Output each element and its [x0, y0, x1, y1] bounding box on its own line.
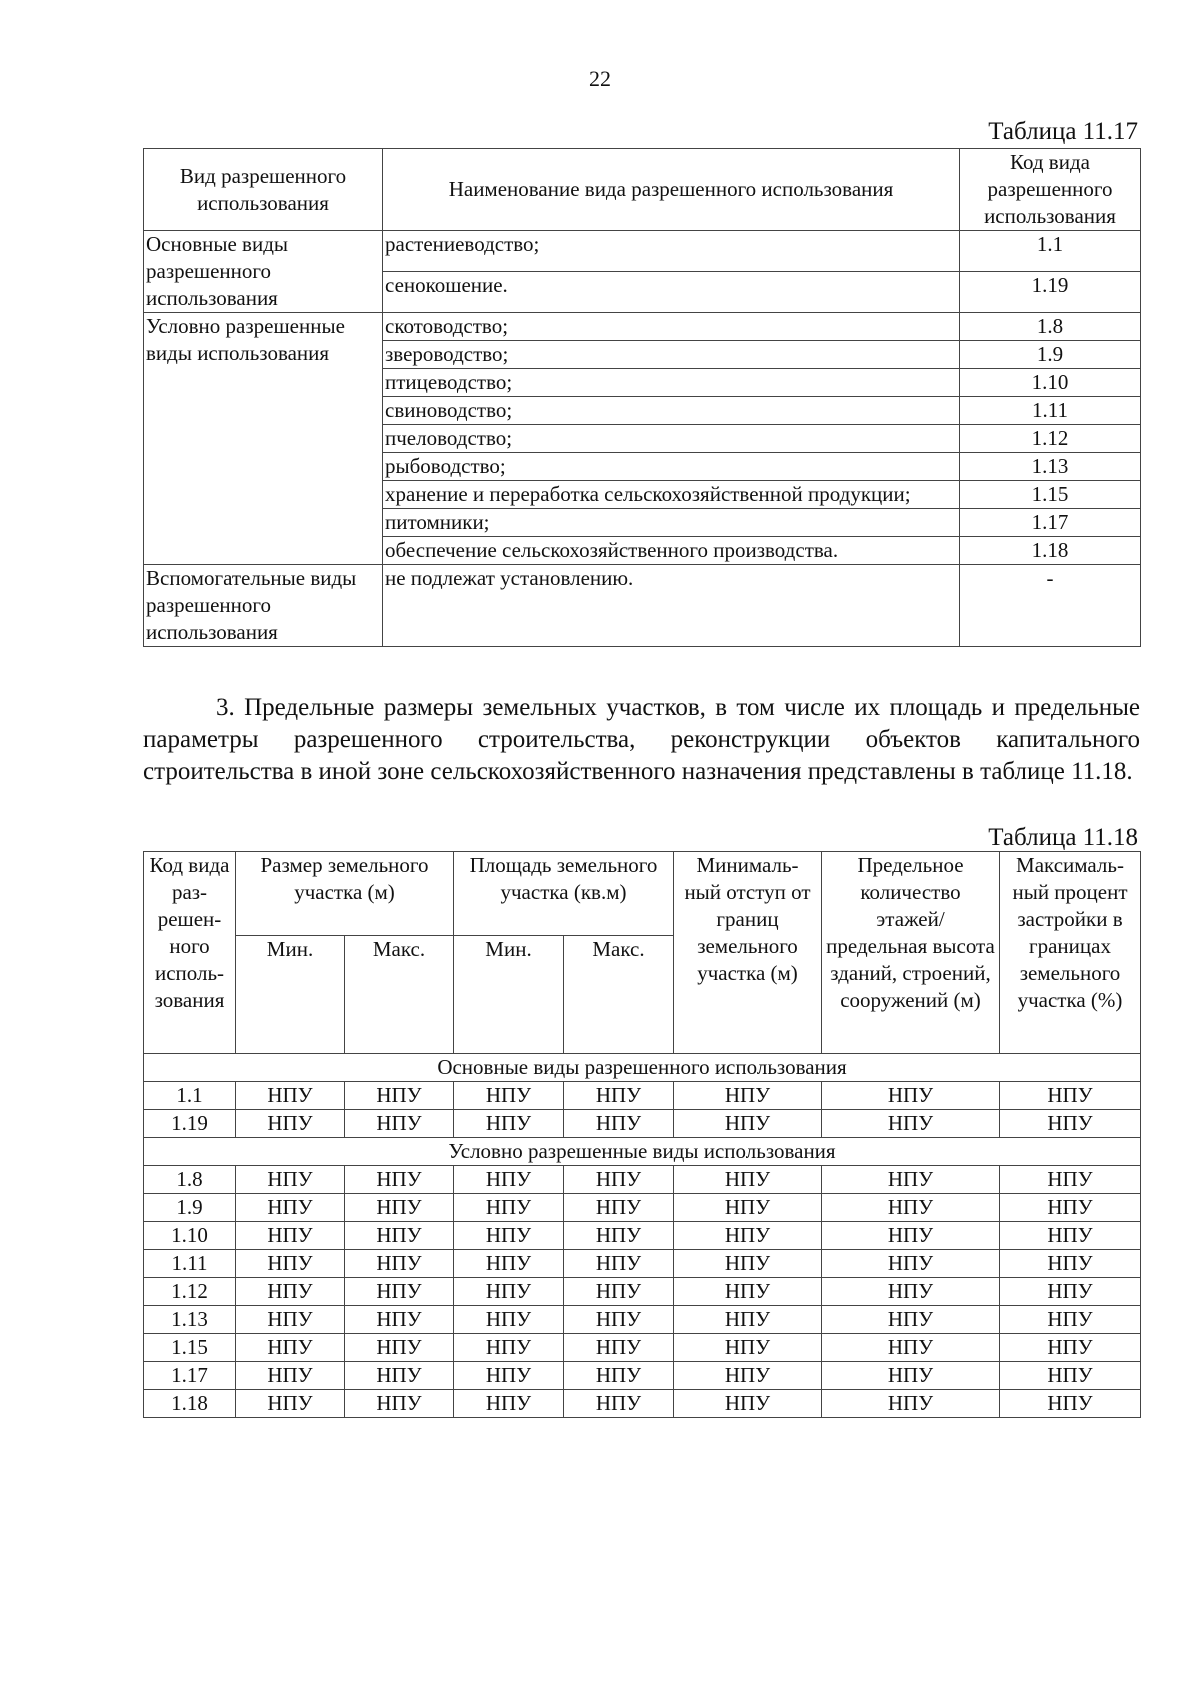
t2-value-cell: НПУ [345, 1334, 454, 1362]
t2-value-cell: НПУ [236, 1222, 345, 1250]
t1-use-name: рыбоводство; [383, 453, 960, 481]
t2-value-cell: НПУ [822, 1194, 1000, 1222]
t2-value-cell: НПУ [345, 1166, 454, 1194]
t2-code-cell: 1.12 [144, 1278, 236, 1306]
t2-value-cell: НПУ [236, 1194, 345, 1222]
t2-code-cell: 1.11 [144, 1250, 236, 1278]
t2-value-cell: НПУ [822, 1082, 1000, 1110]
t1-group-name: Основные виды разрешенного использования [144, 231, 383, 313]
t2-value-cell: НПУ [674, 1166, 822, 1194]
t2-value-cell: НПУ [236, 1306, 345, 1334]
t2-value-cell: НПУ [674, 1194, 822, 1222]
t2-header-floors: Предельное количество этажей/ предельная высота зданий, строений, сооружений (м) [822, 852, 1000, 1054]
t2-code-cell: 1.10 [144, 1222, 236, 1250]
t2-value-cell: НПУ [454, 1306, 564, 1334]
t2-value-cell: НПУ [454, 1194, 564, 1222]
t2-value-cell: НПУ [345, 1194, 454, 1222]
t2-section-title: Основные виды разрешенного использования [144, 1054, 1141, 1082]
t1-row [144, 313, 1141, 341]
t2-row [144, 1194, 1141, 1222]
t1-row [144, 565, 1141, 647]
t2-value-cell: НПУ [236, 1110, 345, 1138]
t1-use-code: 1.19 [960, 272, 1141, 313]
table-11-18-caption: Таблица 11.18 [988, 824, 1138, 851]
t2-row [144, 1362, 1141, 1390]
t2-header-area-max: Макс. [564, 935, 674, 1053]
t2-value-cell: НПУ [454, 1250, 564, 1278]
t2-code-cell: 1.1 [144, 1082, 236, 1110]
section-3-paragraph: 3. Предельные размеры земельных участков, в том числе их площадь и предельные параметры разрешенного строительства, реконструкции объектов капитального строительства в иной зоне сельскохозяйственного назначения представлены в таблице 11.18. [143, 694, 1140, 785]
t2-value-cell: НПУ [236, 1250, 345, 1278]
table-11-17-caption: Таблица 11.17 [988, 118, 1138, 145]
table-11-18 [143, 851, 1141, 1418]
t2-value-cell: НПУ [674, 1334, 822, 1362]
t2-code-cell: 1.15 [144, 1334, 236, 1362]
t2-value-cell: НПУ [1000, 1110, 1141, 1138]
t1-use-name: звероводство; [383, 341, 960, 369]
t2-value-cell: НПУ [674, 1362, 822, 1390]
t1-use-name: сенокошение. [383, 272, 960, 313]
t2-value-cell: НПУ [564, 1250, 674, 1278]
page-number: 22 [589, 66, 611, 91]
t2-value-cell: НПУ [454, 1334, 564, 1362]
t2-row [144, 1250, 1141, 1278]
t2-value-cell: НПУ [564, 1362, 674, 1390]
t2-header-code: Код вида раз- решен- ного исполь- зования [144, 852, 236, 1054]
t2-value-cell: НПУ [674, 1306, 822, 1334]
t2-value-cell: НПУ [564, 1082, 674, 1110]
t2-value-cell: НПУ [345, 1278, 454, 1306]
t2-value-cell: НПУ [1000, 1194, 1141, 1222]
t1-use-code: 1.13 [960, 453, 1141, 481]
t1-header-name: Наименование вида разрешенного использования [383, 149, 960, 231]
t1-use-code: 1.11 [960, 397, 1141, 425]
t1-use-name: скотоводство; [383, 313, 960, 341]
t2-header-percent: Максималь- ный процент застройки в границах земельного участка (%) [1000, 852, 1141, 1054]
t2-value-cell: НПУ [345, 1362, 454, 1390]
t2-value-cell: НПУ [1000, 1082, 1141, 1110]
t2-value-cell: НПУ [822, 1278, 1000, 1306]
t2-code-cell: 1.17 [144, 1362, 236, 1390]
t1-use-name: питомники; [383, 509, 960, 537]
t2-row [144, 1278, 1141, 1306]
t2-value-cell: НПУ [454, 1390, 564, 1418]
t2-section-row [144, 1138, 1141, 1166]
t2-section-title: Условно разрешенные виды использования [144, 1138, 1141, 1166]
t2-value-cell: НПУ [564, 1334, 674, 1362]
t2-value-cell: НПУ [822, 1110, 1000, 1138]
t2-row [144, 1082, 1141, 1110]
t2-value-cell: НПУ [345, 1110, 454, 1138]
t2-row [144, 1222, 1141, 1250]
t2-value-cell: НПУ [674, 1250, 822, 1278]
t2-value-cell: НПУ [454, 1166, 564, 1194]
t1-use-code: 1.8 [960, 313, 1141, 341]
t2-value-cell: НПУ [454, 1278, 564, 1306]
t2-value-cell: НПУ [345, 1306, 454, 1334]
t1-use-code: - [960, 565, 1141, 647]
t2-value-cell: НПУ [822, 1362, 1000, 1390]
t2-value-cell: НПУ [1000, 1362, 1141, 1390]
t1-header-code: Код вида разрешенного использования [960, 149, 1141, 231]
t2-value-cell: НПУ [454, 1222, 564, 1250]
t2-value-cell: НПУ [1000, 1222, 1141, 1250]
t2-value-cell: НПУ [454, 1110, 564, 1138]
t2-value-cell: НПУ [674, 1110, 822, 1138]
t1-header-kind: Вид разрешенного использования [144, 149, 383, 231]
t2-value-cell: НПУ [236, 1278, 345, 1306]
t2-value-cell: НПУ [454, 1082, 564, 1110]
t2-value-cell: НПУ [345, 1082, 454, 1110]
table-11-17 [143, 148, 1141, 647]
t2-value-cell: НПУ [822, 1250, 1000, 1278]
t2-value-cell: НПУ [1000, 1334, 1141, 1362]
t2-value-cell: НПУ [564, 1166, 674, 1194]
t2-value-cell: НПУ [1000, 1306, 1141, 1334]
t1-use-code: 1.9 [960, 341, 1141, 369]
t2-section-row [144, 1054, 1141, 1082]
t2-value-cell: НПУ [1000, 1166, 1141, 1194]
t2-value-cell: НПУ [236, 1334, 345, 1362]
t2-row [144, 1110, 1141, 1138]
t2-code-cell: 1.19 [144, 1110, 236, 1138]
t2-value-cell: НПУ [674, 1390, 822, 1418]
t1-use-code: 1.10 [960, 369, 1141, 397]
t2-value-cell: НПУ [345, 1250, 454, 1278]
t1-use-name: обеспечение сельскохозяйственного производства. [383, 537, 960, 565]
t2-value-cell: НПУ [822, 1306, 1000, 1334]
t2-code-cell: 1.13 [144, 1306, 236, 1334]
t2-value-cell: НПУ [236, 1390, 345, 1418]
t1-use-name: растениеводство; [383, 231, 960, 272]
t2-row [144, 1306, 1141, 1334]
t2-value-cell: НПУ [564, 1278, 674, 1306]
t1-use-name: птицеводство; [383, 369, 960, 397]
t2-value-cell: НПУ [236, 1082, 345, 1110]
t2-value-cell: НПУ [236, 1362, 345, 1390]
t1-group-name: Вспомогательные виды разрешенного использования [144, 565, 383, 647]
t2-value-cell: НПУ [564, 1194, 674, 1222]
t1-use-code: 1.12 [960, 425, 1141, 453]
t2-header-size-min: Мин. [236, 935, 345, 1053]
t2-value-cell: НПУ [564, 1306, 674, 1334]
t1-row [144, 231, 1141, 272]
t1-use-code: 1.15 [960, 481, 1141, 509]
t2-value-cell: НПУ [564, 1110, 674, 1138]
t2-value-cell: НПУ [1000, 1250, 1141, 1278]
t2-value-cell: НПУ [345, 1222, 454, 1250]
t2-code-cell: 1.18 [144, 1390, 236, 1418]
t2-value-cell: НПУ [345, 1390, 454, 1418]
t2-value-cell: НПУ [822, 1390, 1000, 1418]
t2-value-cell: НПУ [674, 1082, 822, 1110]
t1-use-name: пчеловодство; [383, 425, 960, 453]
t2-value-cell: НПУ [1000, 1278, 1141, 1306]
t2-code-cell: 1.9 [144, 1194, 236, 1222]
t1-use-name: не подлежат установлению. [383, 565, 960, 647]
t2-value-cell: НПУ [822, 1334, 1000, 1362]
t2-row [144, 1334, 1141, 1362]
t2-value-cell: НПУ [564, 1390, 674, 1418]
t2-value-cell: НПУ [822, 1222, 1000, 1250]
t1-use-code: 1.17 [960, 509, 1141, 537]
t2-header-area: Площадь земельного участка (кв.м) [454, 852, 674, 936]
t2-value-cell: НПУ [236, 1166, 345, 1194]
t1-use-name: свиноводство; [383, 397, 960, 425]
t2-value-cell: НПУ [822, 1166, 1000, 1194]
t2-row [144, 1166, 1141, 1194]
t1-use-code: 1.18 [960, 537, 1141, 565]
t2-header-size-max: Макс. [345, 935, 454, 1053]
t2-value-cell: НПУ [674, 1278, 822, 1306]
t2-header-area-min: Мин. [454, 935, 564, 1053]
t2-value-cell: НПУ [454, 1362, 564, 1390]
t2-value-cell: НПУ [564, 1222, 674, 1250]
t2-code-cell: 1.8 [144, 1166, 236, 1194]
t2-header-offset: Минималь- ный отступ от границ земельного участка (м) [674, 852, 822, 1054]
t2-row [144, 1390, 1141, 1418]
t1-use-name: хранение и переработка сельскохозяйственной продукции; [383, 481, 960, 509]
t1-group-name: Условно разрешенные виды использования [144, 313, 383, 565]
t2-value-cell: НПУ [1000, 1390, 1141, 1418]
t2-value-cell: НПУ [674, 1222, 822, 1250]
t1-use-code: 1.1 [960, 231, 1141, 272]
t2-header-size: Размер земельного участка (м) [236, 852, 454, 936]
